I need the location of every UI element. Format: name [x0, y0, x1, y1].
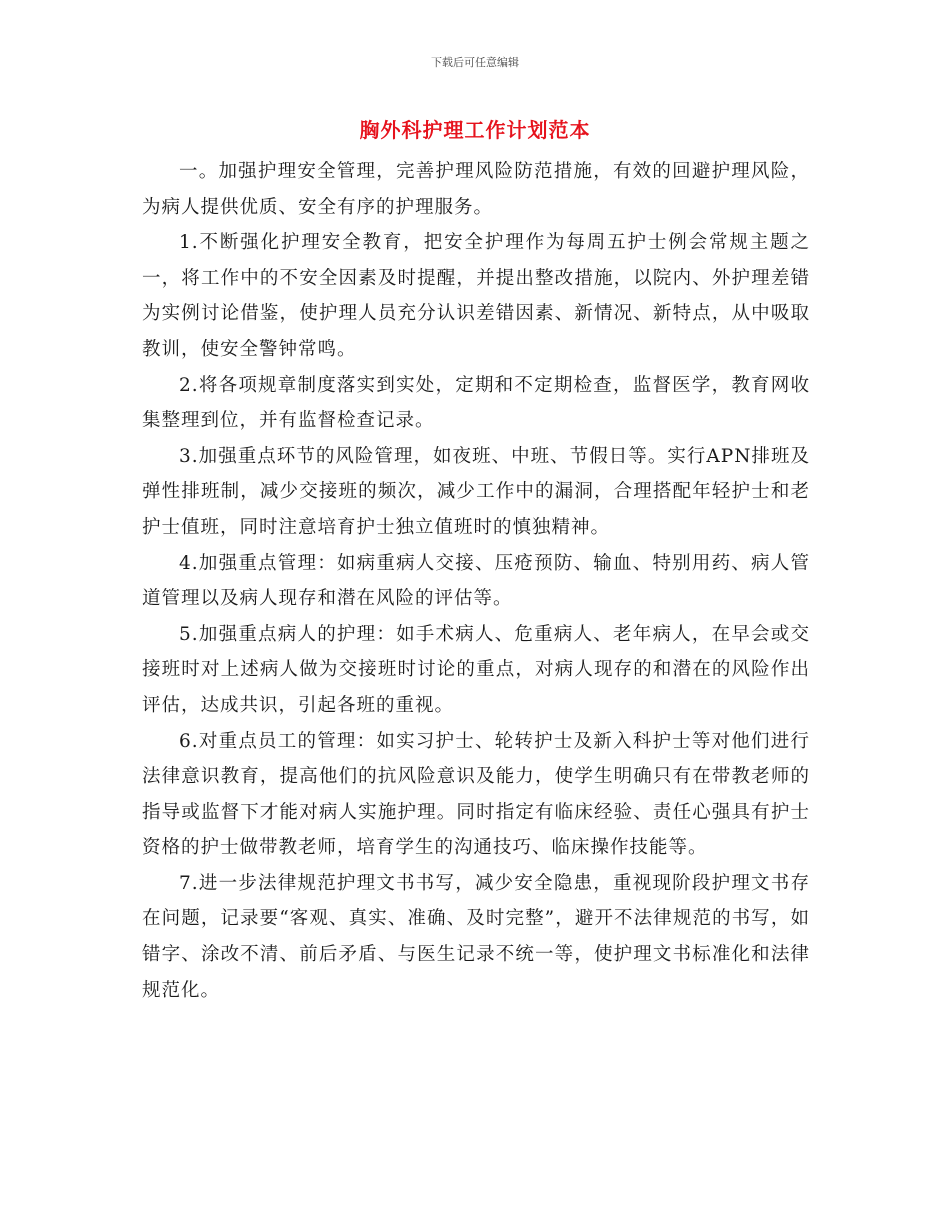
paragraph-item-2: 2.将各项规章制度落实到实处，定期和不定期检查，监督医学，教育网收集整理到位，并有监督检查记录。	[142, 374, 810, 432]
header-note: 下载后可任意编辑	[431, 56, 519, 69]
document-body	[142, 154, 810, 1008]
paragraph-item-6: 6.对重点员工的管理：如实习护士、轮转护士及新入科护士等对他们进行法律意识教育，提高他们的抗风险意识及能力，使学生明确只有在带教老师的指导或监督下才能对病人实施护理。同时指定有临床经验、责任心强具有护士资格的护士做带教老师，培育学生的沟通技巧、临床操作技能等。	[142, 730, 810, 859]
document-title: 胸外科护理工作计划范本	[359, 118, 591, 142]
paragraph-item-3: 3.加强重点环节的风险管理，如夜班、中班、节假日等。实行APN排班及弹性排班制，减少交接班的频次，减少工作中的漏洞，合理搭配年轻护士和老护士值班，同时注意培育护士独立值班时的慎独精神。	[142, 445, 810, 538]
paragraph-item-1: 1.不断强化护理安全教育，把安全护理作为每周五护士例会常规主题之一，将工作中的不安全因素及时提醒，并提出整改措施，以院内、外护理差错为实例讨论借鉴，使护理人员充分认识差错因素、新情况、新特点，从中吸取教训，使安全警钟常鸣。	[142, 232, 810, 360]
paragraph-intro: 一。加强护理安全管理，完善护理风险防范措施，有效的回避护理风险，为病人提供优质、安全有序的护理服务。	[142, 161, 810, 218]
paragraph-item-4: 4.加强重点管理：如病重病人交接、压疮预防、输血、特别用药、病人管道管理以及病人现存和潜在风险的评估等。	[142, 552, 810, 610]
paragraph-item-7: 7.进一步法律规范护理文书书写，减少安全隐患，重视现阶段护理文书存在问题，记录要“客观、真实、准确、及时完整”，避开不法律规范的书写，如错字、涂改不清、前后矛盾、与医生记录不统一等，使护理文书标准化和法律规范化。	[142, 872, 810, 1001]
paragraph-item-5: 5.加强重点病人的护理：如手术病人、危重病人、老年病人，在早会或交接班时对上述病人做为交接班时讨论的重点，对病人现存的和潜在的风险作出评估，达成共识，引起各班的重视。	[142, 623, 810, 716]
